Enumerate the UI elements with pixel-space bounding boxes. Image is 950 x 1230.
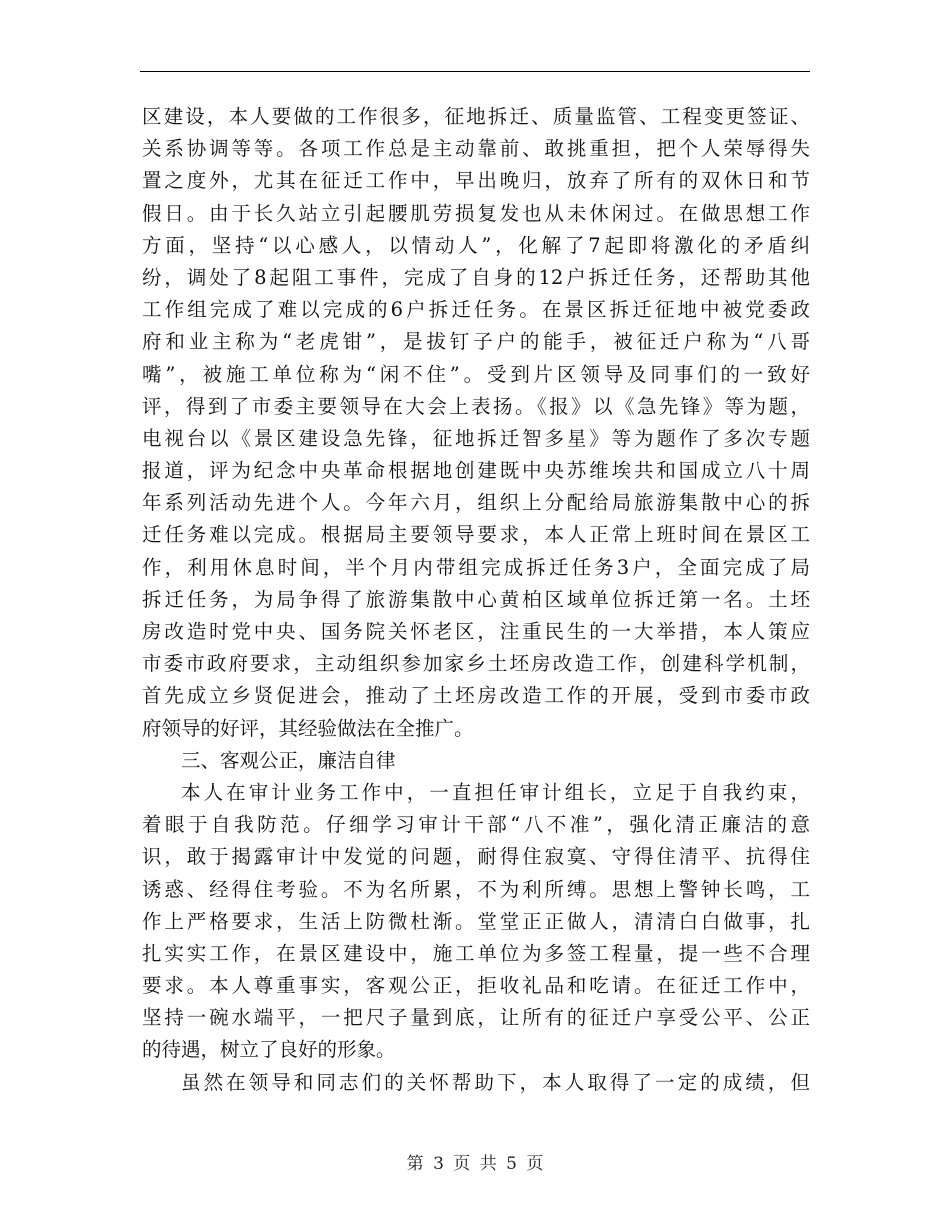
body-text — [142, 101, 810, 1099]
text-line: 坚持一碗水端平，一把尺子量到底，让所有的征迁户享受公平、公正 — [142, 1006, 810, 1030]
text-line: 工作组完成了难以完成的6户拆迁任务。在景区拆迁征地中被党委政 — [142, 298, 810, 322]
section-heading: 三、客观公正，廉洁自律 — [181, 748, 396, 772]
text-line: 诱惑、经得住考验。不为名所累，不为利所缚。思想上警钟长鸣，工 — [142, 877, 810, 901]
text-line: 市委市政府要求，主动组织参加家乡土坯房改造工作，创建科学机制， — [142, 652, 810, 676]
text-line: 评，得到了市委主要领导在大会上表扬。《报》以《急先锋》等为题， — [142, 394, 810, 418]
text-line: 扎实实工作，在景区建设中，施工单位为多签工程量，提一些不合理 — [142, 941, 810, 965]
text-line: 府领导的好评，其经验做法在全推广。 — [142, 716, 474, 740]
text-line: 的待遇，树立了良好的形象。 — [142, 1038, 396, 1062]
text-line: 电视台以《景区建设急先锋，征地拆迁智多星》等为题作了多次专题 — [142, 426, 810, 450]
text-line: 假日。由于长久站立引起腰肌劳损复发也从未休闲过。在做思想工作 — [142, 201, 810, 225]
text-line: 方面，坚持“以心感人，以情动人”，化解了7起即将激化的矛盾纠 — [142, 233, 810, 257]
text-line: 作，利用休息时间，半个月内带组完成拆迁任务3户，全面完成了局 — [142, 555, 810, 579]
text-line: 本人在审计业务工作中，一直担任审计组长，立足于自我约束， — [181, 780, 810, 804]
text-line: 置之度外，尤其在征迁工作中，早出晚归，放弃了所有的双休日和节 — [142, 169, 810, 193]
text-line: 要求。本人尊重事实，客观公正，拒收礼品和吃请。在征迁工作中， — [142, 974, 810, 998]
text-line: 迁任务难以完成。根据局主要领导要求，本人正常上班时间在景区工 — [142, 523, 810, 547]
text-line: 府和业主称为“老虎钳”，是拔钉子户的能手，被征迁户称为“八哥 — [142, 330, 810, 354]
text-line: 房改造时党中央、国务院关怀老区，注重民生的一大举措，本人策应 — [142, 620, 810, 643]
text-line: 识，敢于揭露审计中发觉的问题，耐得住寂寞、守得住清平、抗得住 — [142, 845, 810, 869]
text-line: 拆迁任务，为局争得了旅游集散中心黄柏区域单位拆迁第一名。土坯 — [142, 587, 810, 611]
header-rule — [140, 71, 810, 72]
page-number: 第 3 页 共 5 页 — [406, 1154, 544, 1174]
text-line: 作上严格要求，生活上防微杜渐。堂堂正正做人，清清白白做事，扎 — [142, 909, 810, 933]
text-line: 报道，评为纪念中央革命根据地创建既中央苏维埃共和国成立八十周 — [142, 459, 810, 483]
text-line: 嘴”，被施工单位称为“闲不住”。受到片区领导及同事们的一致好 — [142, 362, 810, 386]
text-line: 虽然在领导和同志们的关怀帮助下，本人取得了一定的成绩，但 — [181, 1070, 810, 1094]
text-line: 年系列活动先进个人。今年六月，组织上分配给局旅游集散中心的拆 — [142, 491, 810, 515]
text-line: 着眼于自我防范。仔细学习审计干部“八不准”，强化清正廉洁的意 — [142, 813, 810, 837]
text-line: 纷，调处了8起阻工事件，完成了自身的12户拆迁任务，还帮助其他 — [142, 265, 810, 289]
text-line: 区建设，本人要做的工作很多，征地拆迁、质量监管、工程变更签证、 — [142, 105, 810, 128]
text-line: 首先成立乡贤促进会，推动了土坯房改造工作的开展，受到市委市政 — [142, 684, 810, 708]
text-line: 关系协调等等。各项工作总是主动靠前、敢挑重担，把个人荣辱得失 — [142, 137, 810, 161]
